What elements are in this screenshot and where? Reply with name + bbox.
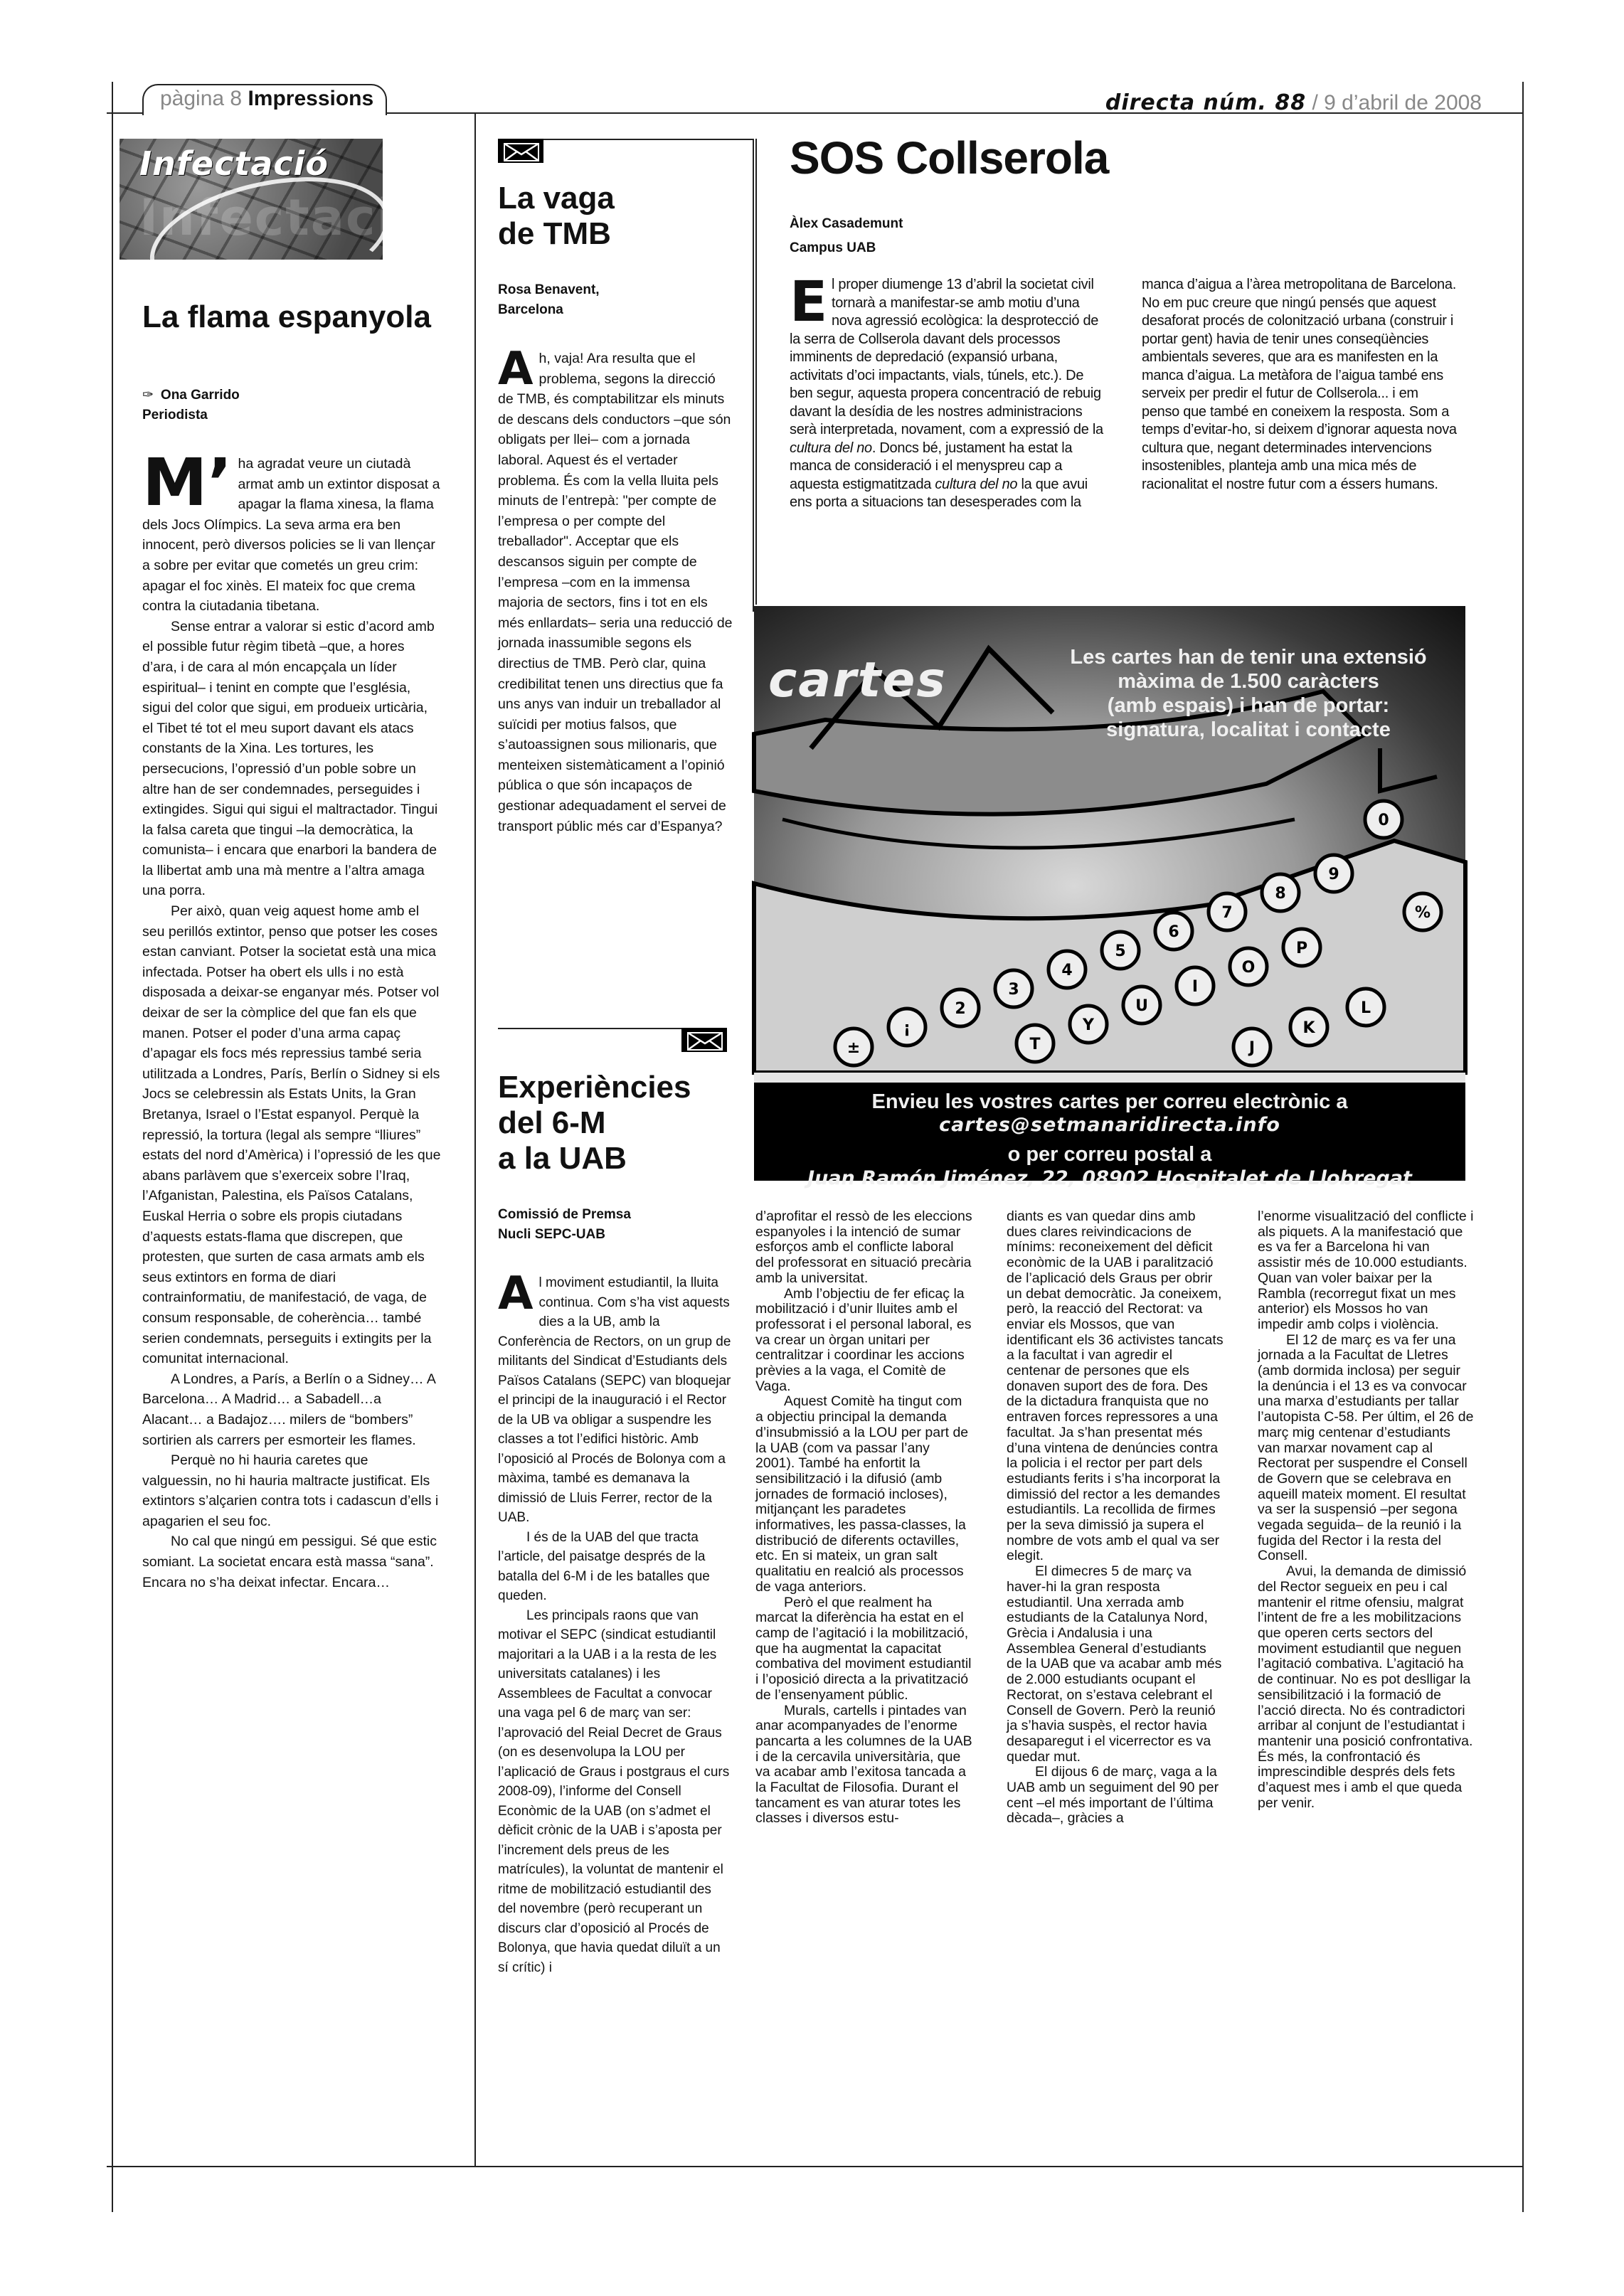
- drop-cap: M’: [142, 445, 233, 521]
- svg-text:0: 0: [1378, 812, 1389, 829]
- send-instructions: Envieu les vostres cartes per correu electrònic a: [871, 1090, 1348, 1113]
- article-headline: Experiències del 6-M a la UAB: [498, 1070, 691, 1176]
- article-6m: [498, 1028, 733, 1977]
- svg-text:U: U: [1135, 997, 1148, 1015]
- paragraph: d’aprofitar el ressò de les eleccions espanyoles i la intenció de sumar esforços amb el conflicte laboral del professorat en situació precària amb la universitat.: [755, 1208, 972, 1286]
- cartes-logo: cartes: [768, 652, 947, 708]
- envelope-icon: [498, 139, 543, 163]
- typewriter-key: [1315, 855, 1352, 892]
- article-body-col-c: [1007, 1209, 1224, 1827]
- byline: [142, 386, 441, 405]
- svg-text:8: 8: [1275, 885, 1286, 903]
- ad-divider-strip: [754, 1073, 1465, 1083]
- paragraph: l’enorme visualització del conflicte i als piquets. A la manifestació que es va fer a Barcelona hi van assistir més de 10.000 estudiants. Quan van voler baixar per la Rambla (recorregut fixat un mes anterior) els Mossos ho van impedir amb colps i violència.: [1258, 1208, 1474, 1332]
- typewriter-key: [942, 989, 979, 1026]
- author-name: Àlex Casademunt: [790, 216, 903, 231]
- byline: [498, 1205, 733, 1245]
- svg-text:±: ±: [847, 1039, 861, 1057]
- svg-text:5: 5: [1115, 942, 1126, 960]
- typewriter-key: [1102, 932, 1139, 969]
- column-title: Infectació: [139, 144, 329, 183]
- column-banner: [120, 139, 431, 260]
- paragraph: Murals, cartells i pintades van anar acompanyades de l’enorme pancarta a les columnes de la UAB i de la cercavila universitària, que va acabar amb l’exitosa tancada a la Facultat de Filosofia. Durant el tancament es van aturar totes les classes i diversos estu-: [755, 1702, 972, 1827]
- paragraph: Perquè no hi hauria caretes que valguessin, no hi hauria maltracte justificat. Els extintors s’alçarien contra tots i cadascun d’ells i apagarien el seu foc.: [142, 1452, 439, 1529]
- paragraph: I és de la UAB del que tracta l’article, del paisatge després de la batalla del 6-M i de les batalles que queden.: [498, 1529, 710, 1603]
- tmb-box-right-rule: [753, 139, 754, 612]
- svg-text:I: I: [1192, 978, 1199, 996]
- typewriter-key: [1262, 874, 1299, 911]
- paragraph: El dimecres 5 de març va haver-hi la gran resposta estudiantil. Una xerrada amb estudiants de la Catalunya Nord, Grècia i Andalusia i una Assemblea General d’estudiants de la UAB que va acabar amb més de 2.000 estudiants ocupant el Rectorat, on s’estava celebrant el Consell de Govern. Però la reunió ja s’havia suspès, el rector havia desaparegut i el vicerrector es va quedar mut.: [1007, 1563, 1222, 1765]
- article-tmb: [498, 139, 733, 836]
- author-name: Comissió de Premsa: [498, 1207, 631, 1222]
- paragraph: El dijous 6 de març, vaga a la UAB amb un seguiment del 90 per cent –el més important de l’última dècada–, gràcies a: [1007, 1764, 1219, 1827]
- banner-ghost-text: Infectació: [139, 188, 431, 247]
- author-name: Rosa Benavent,: [498, 282, 600, 297]
- svg-text:T: T: [1029, 1036, 1041, 1053]
- paragraph: A Londres, a París, a Berlín o a Sidney… A Barcelona… A Madrid… a Sabadell…a Alacant… a Badajoz…. milers de “bombers” sortirien als carrers per esmorteir les flames.: [142, 1371, 435, 1448]
- svg-text:K: K: [1302, 1019, 1315, 1037]
- folio: [160, 84, 373, 114]
- right-margin-rule: [1522, 82, 1524, 2212]
- author-affiliation: Nucli SEPC-UAB: [498, 1227, 605, 1242]
- article-body: [142, 445, 441, 1593]
- paragraph: Sense entrar a valorar si estic d’acord amb el possible futur règim tibetà –que, a hores d’ara, i de cara al món encapçala un líder espiritual– i tenint en compte que l’església, sigui del color que sigui, em produeix urticària, el Tibet té tot el meu suport davant els atacs constants de la Xina. Les tortures, les persecucions, l’opressió d’un poble sobre un altre han de ser condemnades, perseguides i extingides. Sigui qui sigui el maltractador. Tingui la falsa careta que tingui –la democràtica, la comunista– i encara que enarbori la bandera de la llibertat amb una mà mentre a l’altra amaga una porra.: [142, 618, 438, 899]
- svg-text:O: O: [1241, 959, 1256, 977]
- issue-date: 9 d’abril de 2008: [1324, 91, 1482, 115]
- author-affiliation: Campus UAB: [790, 240, 876, 255]
- letters-email-link[interactable]: cartes@setmanaridirecta.info: [939, 1114, 1280, 1136]
- author-name: Ona Garrido: [160, 388, 240, 403]
- svg-text:¡: ¡: [903, 1019, 911, 1037]
- col1-divider: [474, 114, 476, 2166]
- author-role: Periodista: [142, 408, 208, 422]
- svg-text:Y: Y: [1083, 1016, 1094, 1034]
- typewriter-key: [1283, 929, 1320, 966]
- paragraph: El 12 de març es va fer una jornada a la Facultat de Lletres (amb dormida inclosa) per seguir la denúncia i el 13 es va convocar una marxa d’estudiants per tallar l’autopista C-58. Per últim, el 26 de març mig centenar d’estudiants van marxar novament cap al Rectorat per suspendre el Consell de Govern que se celebrava en aqueill mateix moment. El resultat va ser la suspensió –per segona vegada seguida– de la reunió i la fugida del Rector i la resta del Consell.: [1258, 1332, 1474, 1564]
- typewriter-key: [995, 970, 1032, 1007]
- svg-text:J: J: [1248, 1039, 1256, 1057]
- pen-nib-icon: ✑: [142, 388, 154, 403]
- svg-text:%: %: [1414, 904, 1431, 922]
- paragraph: El proper diumenge 13 d’abril la societat civil tornarà a manifestar-se amb motiu d’una nova agressió ecològica: la desprotecció de la serra de Collserola davant dels processos imminents de depredació (expansió urbana, activitats d’oci impactants, vials, túnels, etc.). De ben segur, aquesta propera concentració de rebuig davant la desídia de les nostres administracions serà interpretada, novament, com a expressió de la cultura del no. Doncs bé, justament ha estat la manca de consideració i el menyspreu cap a aquesta estigmatitzada cultura del no la que avui ens porta a situacions tan desesperades com la manca d’aigua a l’àrea metropolitana de Barcelona. No em puc creure que ningú pensés que aquest desaforat procés de colonització urbana (construir i portar gent) havia de tenir unes conseqüències ambientals severes, que ara es manifesten en la manca d’aigua. La metàfora de l’aigua també ens serveix per predir el futur de Collserola... i em penso que també en coneixem la resposta. Som a temps d’evitar-ho, si deixem d’ignorar aquesta nova cultura que, negant determinades intervencions insostenibles, planteja amb una mica més de racionalitat el nostre futur com a éssers humans.: [790, 270, 1457, 510]
- article-headline: La flama espanyola: [142, 299, 431, 334]
- article-headline: SOS Collserola: [790, 132, 1109, 184]
- paragraph: Però el que realment ha marcat la diferència ha estat en el camp de l’agitació i la mobilització, que ha augmentat la capacitat combativa del moviment estudiantil i l’oposició directa a la privatització de l’ensenyament públic.: [755, 1594, 972, 1703]
- article-body-col-b: [755, 1209, 972, 1827]
- paragraph: Les principals raons que van motivar el SEPC (sindicat estudiantil majoritari a la UAB i a la resta de les universitats catalanes) i les Assemblees de Facultat a convocar una vaga pel 6 de març van ser: l’aprovació del Reial Decret de Graus (on es desenvolupa la LOU per l’aplicació de Graus i postgraus el curs 2008-09), l’informe del Consell Econòmic de la UAB (on s’admet el dèficit crònic de la UAB i s’aposta per l’increment dels preus de les matrícules), la voluntat de mantenir el ritme de mobilització estudiantil des del novembre (però recuperant un discurs clar d’oposició al Procés de Bolonya, que havia quedat diluït a un sí crític) i: [498, 1607, 730, 1975]
- letters-advertisement: [754, 606, 1465, 1189]
- svg-text:4: 4: [1061, 962, 1073, 979]
- article-flama: [142, 299, 441, 1593]
- letters-rules: Les cartes han de tenir una extensió màxima de 1.500 caràcters (amb espais) i han de portar: signatura, localitat i contacte: [1070, 646, 1427, 741]
- section-name: Impressions: [248, 87, 374, 110]
- page-number: pàgina 8: [160, 87, 243, 110]
- svg-text:P: P: [1295, 940, 1308, 957]
- typewriter-key: [1404, 893, 1441, 930]
- paragraph: Amb l’objectiu de fer eficaç la mobilització i d’unir lluites amb el professorat i el personal laboral, es va crear un òrgan unitari per centralitzar i coordinar les accions prèvies a la vaga, el Comitè de Vaga.: [755, 1285, 972, 1394]
- issue-info: [1105, 88, 1482, 118]
- typewriter-key: [1070, 1006, 1107, 1043]
- typewriter-key: [1233, 1029, 1270, 1065]
- paragraph: Ah, vaja! Ara resulta que el problema, segons la direcció de TMB, és comptabilitzar els minuts de descans dels conductors –que són obligats per llei– com a jornada laboral. Aquest és el vertader problema. És com la vella lluita pels minuts de l’entrepà: "per compte de l’empresa o per compte del treballador". Acceptar que els descansos siguin per compte de l’empresa –com en la immensa majoria de sectors, fins i tot en els més enllardats– seria una reducció de jornada inassumible segons els directius de TMB. Però clar, quina credibilitat tenen uns directius que fa uns anys van induir un treballador al suïcidi per motius falsos, que s’autoassignen sous milionaris, que menteixen sistemàticament a l’opinió pública o que són incapaços de gestionar adequadament el servei de transport públic més car d’Espanya?: [498, 343, 733, 834]
- svg-text:7: 7: [1221, 904, 1233, 922]
- publication-name: directa núm. 88: [1105, 90, 1307, 115]
- typewriter-key: [1155, 913, 1192, 950]
- footer-rule: [107, 2166, 1522, 2167]
- article-body-col-d: [1258, 1209, 1475, 1811]
- paragraph: Al moviment estudiantil, la lluita continua. Com s’ha vist aquests dies a la UB, amb la Conferència de Rectors, on un grup de militants del Sindicat d’Estudiants dels Països Catalans (SEPC) van bloquejar el principi de la inauguració i el Rector de la UB va obligar a suspendre les classes a tot l’edifici històric. Amb l’oposició al Procés de Bolonya com a màxima, també es demanava la dimissió de Lluis Ferrer, rector de la UAB.: [498, 1267, 731, 1525]
- byline: [498, 280, 733, 320]
- typewriter-key: [1290, 1009, 1327, 1046]
- drop-cap: A: [498, 1267, 534, 1320]
- typewriter-key: [1209, 893, 1246, 930]
- typewriter-key: [835, 1029, 872, 1065]
- svg-text:6: 6: [1168, 923, 1179, 941]
- paragraph: No cal que ningú em pessigui. Sé que estic somiant. La societat encara està massa “sana”. Encara no s’ha deixat infectar. Encara…: [142, 1534, 437, 1590]
- typewriter-key: [1347, 989, 1384, 1026]
- paragraph: Aquest Comitè ha tingut com a objectiu principal la demanda d’insubmissió a la LOU per part de la UAB (com va passar l’any 2001). També ha enfortit la sensibilització i la difusió (amb jornades de formació incloses), mitjançant les paradetes informatives, les passa-classes, la distribució de diferents octavilles, etc. En si mateix, un gran salt qualitatiu en realció als processos de vaga anteriors.: [755, 1393, 969, 1595]
- sos-box-left-rule: [755, 139, 757, 605]
- paragraph: Per això, quan veig aquest home amb el seu perillós extintor, penso que potser les coses estan canviant. Potser la societat està una mica infectada. Potser ha obert els ulls i no està disposada a deixar-se enganyar més. Potser vol deixar de ser la còmplice del que fan els que manen. Potser el poder d’una arma capaç d’apagar els focs més repressius també seria utilitzada a Londres, París, Berlín o Sidney si els Jocs se celebressin als Estats Units, la Gran Bretanya, Israel o l’Estat espanyol. Perquè la repressió, la tortura (legal als sempre “lliures” estats del nord d’Amèrica) i l’opressió de les que abans parlàvem que s’exerceix sobre l’Iraq, l’Afganistan, Palestina, els Països Catalans, Euskal Herria o sobre els propis ciutadans d’aquests estats-flama que discrepen, que protesten, que surten de casa armats amb els seus extintors en forma de diari contrainformatiu, de manifestació, de vaga, de consum responsable, de coherència… també serien condemnats, perseguits i extingits per la comunitat internacional.: [142, 903, 441, 1367]
- envelope-icon: [681, 1028, 727, 1052]
- paragraph: Avui, la demanda de dimissió del Rector segueix en peu i cal mantenir el ritme ofensiu, malgrat l’intent de fre a les mobilitzacions que operen certs sectors del moviment estudiantil que neguen l’agitació combativa. L’agitació ha de continuar. No es pot deslligar la sensibilització i la formació de l’acció directa. No és contradictori arribar al conjunt de l’estudiantat i mantenir una posició confrontativa. És més, la confrontació és imprescindible després dels fets d’aquest mes i amb el que queda per venir.: [1258, 1563, 1473, 1811]
- letters-contact: [754, 1084, 1465, 1191]
- issue-separator: /: [1312, 91, 1318, 115]
- svg-text:2: 2: [955, 1000, 966, 1018]
- typewriter-key: [1177, 967, 1214, 1004]
- typewriter-key: [1230, 948, 1267, 985]
- paragraph: diants es van quedar dins amb dues clares reivindicacions de mínims: reconeixement del dèficit econòmic de la UAB i paralització de l’aplicació dels Graus per obrir un debat democràtic. Ja coneixem, però, la reacció del Rectorat: va enviar els Mossos, que van identificant els 36 activistes tancats a la facultat i van agredir el centenar de persones que els donaven suport des de fora. Des de la dictadura franquista que no entraven forces repressores a una facultat. Ja s’han presentat més d’una vintena de denúncies contra la policia i el rector per part dels estudiants ferits i s’ha incorporat la dimissió del rector a les demandes estudiantils. La recollida de firmes per la seva dimissió ja supera el nombre de vots amb el qual va ser elegit.: [1007, 1208, 1224, 1564]
- article-body: [790, 270, 1458, 512]
- article-headline: La vaga de TMB: [498, 181, 615, 251]
- paragraph: M’ ha agradat veure un ciutadà armat amb un extintor disposat a apagar la flama xinesa, la flama dels Jocs Olímpics. La seva arma era ben innocent, però diversos policies se li van llençar a sobre per evitar que cometés un greu crim: apagar el foc xinès. El mateix foc que crema contra la ciutadania tibetana.: [142, 445, 440, 615]
- postal-instructions: o per correu postal a: [1007, 1143, 1212, 1166]
- svg-text:3: 3: [1008, 981, 1019, 999]
- drop-cap: E: [790, 270, 827, 334]
- typewriter-key: [1365, 801, 1402, 838]
- postal-address: Juan Ramón Jiménez, 22, 08902 Hospitalet de Llobregat: [807, 1167, 1412, 1189]
- typewriter-key: [1123, 987, 1160, 1024]
- author-location: Barcelona: [498, 302, 563, 317]
- drop-cap: A: [498, 343, 534, 395]
- left-margin-rule: [112, 82, 113, 2212]
- article-body: [498, 343, 733, 836]
- svg-text:9: 9: [1328, 866, 1339, 883]
- svg-text:L: L: [1360, 999, 1371, 1017]
- typewriter-key: [888, 1009, 925, 1046]
- typewriter-key: [1017, 1025, 1054, 1062]
- article-body-col-a: [498, 1267, 733, 1977]
- typewriter-key: [1049, 951, 1086, 988]
- byline: [790, 212, 903, 260]
